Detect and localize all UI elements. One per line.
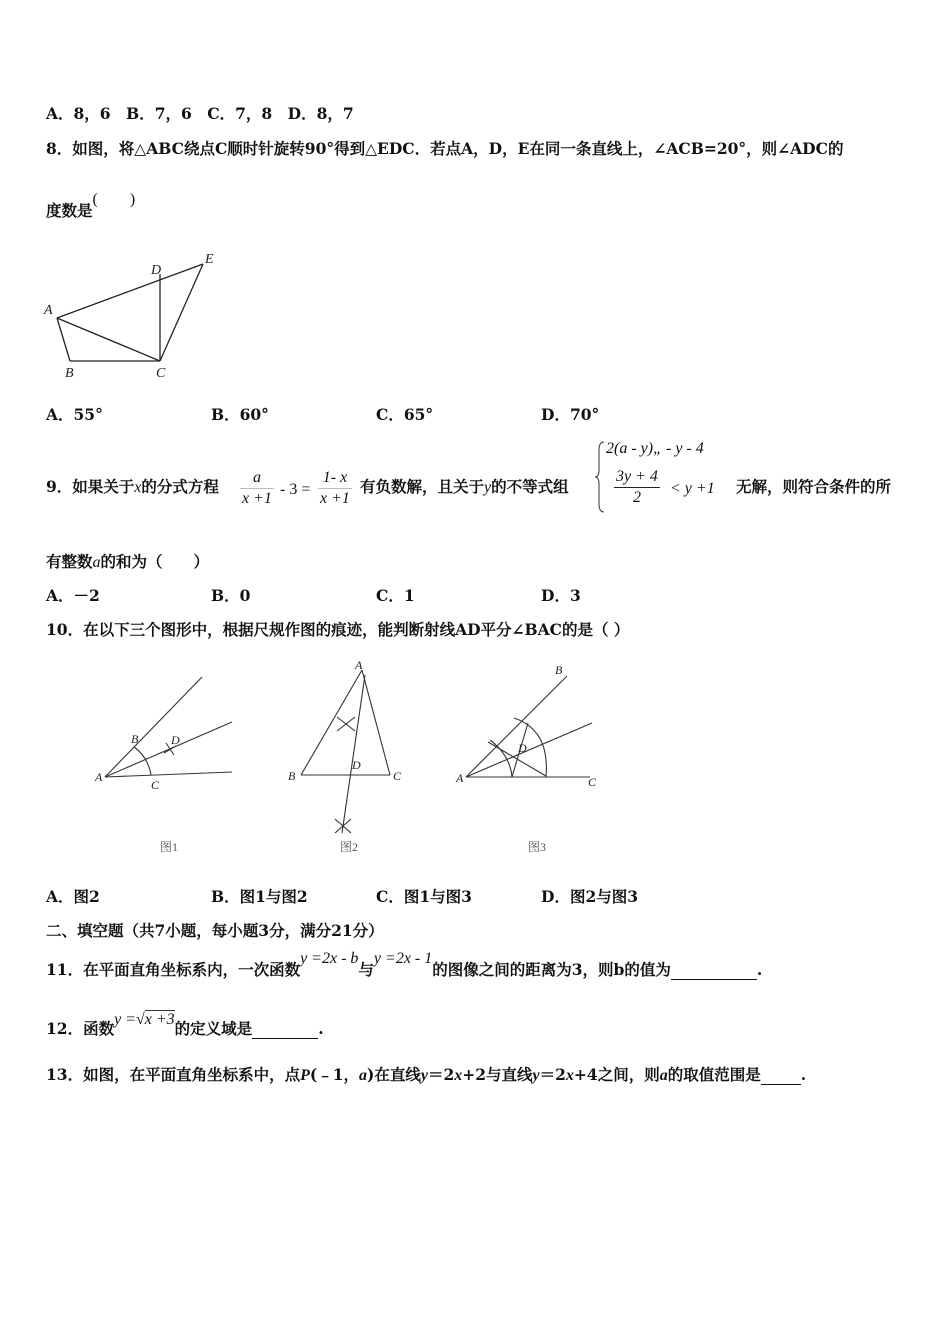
q13-a2: a	[659, 1067, 668, 1084]
q8-label-e: E	[205, 252, 214, 267]
q9-ineq2-rest: < y +1	[670, 480, 715, 497]
q8-stem-line2	[46, 191, 136, 221]
q10-figure-3	[450, 660, 610, 860]
q8-seg-ae	[57, 264, 203, 318]
fig2-side-ac	[362, 670, 390, 775]
q12-stem	[46, 1011, 324, 1039]
q8-stem: 8．如图，将△ABC绕点C顺时针旋转90°得到△EDC．若点A，D，E在同一条直线上，∠ACB=20°，则∠ADC的	[46, 139, 844, 158]
q9-option-d[interactable]: D．3	[541, 586, 581, 605]
q9-a-var: a	[92, 554, 101, 571]
fig2-caption: 图2	[340, 840, 359, 854]
fig2-label-b: B	[288, 769, 296, 783]
q10-figure-2	[285, 655, 415, 860]
q9-x: x	[134, 479, 142, 496]
q9-ineq1: 2(a - y)„ - y - 4	[606, 440, 704, 457]
fig1-ray-ad	[105, 722, 232, 777]
q10-figure-1	[90, 665, 250, 860]
q9-mid1: 的分式方程	[141, 477, 219, 496]
q12-prefix: 12．函数	[46, 1019, 115, 1038]
q11-end: .	[756, 960, 763, 979]
q9-option-a[interactable]: A．－2	[46, 586, 100, 605]
fig1-label-b: B	[131, 732, 139, 746]
q13-text-b: (﹣1，	[309, 1065, 359, 1084]
q12-f-rad: x +3	[144, 1011, 175, 1028]
q11-f1: y =2x - b	[300, 950, 359, 967]
q13-answer-blank[interactable]	[761, 1065, 801, 1085]
q9-f2-num: 1- x	[318, 468, 352, 489]
fig3-label-c: C	[588, 775, 597, 789]
q9-ineq2-den: 2	[632, 489, 641, 506]
q8-label-c: C	[156, 366, 166, 381]
q13-text-f: ＝2	[539, 1065, 566, 1084]
q10-stem: 10．在以下三个图形中，根据尺规作图的痕迹，能判断射线AD平分∠BAC的是（ ）	[46, 620, 630, 639]
q9-stem-line2	[46, 550, 209, 572]
fig3-ray-ad	[466, 723, 592, 777]
q10-option-b[interactable]: B．图1与图2	[211, 887, 308, 906]
q9-stem	[46, 475, 219, 497]
q13-text-e: +2与直线	[462, 1065, 533, 1084]
fig2-label-d: D	[352, 758, 361, 772]
q12-suffix: 的定义域是	[174, 1019, 253, 1038]
q8-label-d: D	[151, 263, 162, 278]
fig1-ray-ab	[105, 677, 202, 777]
q13-text-c: )在直线	[366, 1065, 421, 1084]
q9-prefix: 9．如果关于	[46, 477, 135, 496]
fig2-label-a: A	[355, 658, 363, 672]
q12-end: .	[318, 1019, 324, 1038]
q13-text-g: +4之间，则	[573, 1065, 660, 1084]
q9-fraction-1	[240, 468, 274, 509]
q9-line2-a: 有整数	[46, 552, 93, 571]
q13-x1: x	[454, 1067, 463, 1084]
q12-formula	[114, 1009, 175, 1028]
q9-f1-num: a	[240, 468, 274, 489]
q8-figure	[40, 248, 230, 383]
fig3-label-d: D	[518, 741, 527, 755]
q8-seg-ac	[57, 318, 160, 361]
q9-f2-den: x +1	[320, 490, 350, 507]
fig1-caption: 图1	[160, 840, 179, 854]
q8-stem-text2: 度数是	[46, 201, 93, 220]
q11-prefix: 11．在平面直角坐标系内，一次函数	[46, 960, 301, 979]
q11-stem	[46, 950, 763, 980]
fig3-label-a: A	[456, 771, 464, 785]
q9-mid2: 有负数解，且关于	[360, 477, 485, 496]
q8-option-c[interactable]: C．65°	[376, 405, 434, 424]
q9-f1-den: x +1	[242, 490, 272, 507]
q11-f2: y =2x - 1	[373, 950, 433, 967]
q13-y2: y	[532, 1067, 540, 1084]
q9-option-c[interactable]: C．1	[376, 586, 415, 605]
q9-fraction-2	[318, 468, 352, 509]
q13-a: a	[358, 1067, 367, 1084]
q9-line2-b: 的和为（ ）	[100, 552, 210, 571]
q11-suffix: 的图像之间的距离为3，则b的值为	[432, 960, 671, 979]
q8-paren: ( )	[92, 191, 136, 208]
fig2-label-c: C	[393, 769, 402, 783]
fig1-ray-ac	[105, 772, 232, 777]
fig1-label-c: C	[151, 778, 160, 792]
q12-f-lhs: y =	[114, 1011, 136, 1028]
q9-brace	[594, 440, 606, 514]
section2-heading: 二、填空题（共7小题，每小题3分，满分21分）	[46, 921, 384, 940]
q12-answer-blank[interactable]	[252, 1019, 318, 1039]
q8-seg-ab	[57, 318, 70, 361]
q8-seg-ec	[160, 264, 203, 361]
q13-text-d: ＝2	[427, 1065, 455, 1084]
q11-answer-blank[interactable]	[671, 960, 757, 980]
fig1-mark-2	[164, 746, 176, 753]
q8-option-b[interactable]: B．60°	[211, 405, 269, 424]
q9-option-b[interactable]: B．0	[211, 586, 251, 605]
q10-option-d[interactable]: D．图2与图3	[541, 887, 639, 906]
q12-sqrt-icon: √	[135, 1011, 145, 1028]
q9-stem-mid	[360, 475, 569, 497]
q7-options: A．8，6 B．7，6 C．7，8 D．8，7	[46, 104, 354, 123]
q9-suffix: 无解，则符合条件的所	[736, 477, 892, 496]
q9-mid3: 的不等式组	[491, 477, 569, 496]
q8-label-a: A	[44, 303, 53, 318]
fig3-caption: 图3	[528, 840, 547, 854]
q10-option-a[interactable]: A．图2	[46, 887, 100, 906]
fig1-label-d: D	[171, 733, 180, 747]
q9-minus3: - 3 =	[280, 481, 311, 498]
q13-x2: x	[565, 1067, 574, 1084]
q9-y: y	[484, 479, 492, 496]
q8-label-b: B	[65, 366, 74, 381]
q13-p: P	[300, 1067, 310, 1084]
q13-stem	[46, 1063, 806, 1085]
q13-text-h: 的取值范围是	[667, 1065, 761, 1084]
q9-ineq2-num: 3y + 4	[614, 467, 660, 488]
q8-option-a[interactable]: A．55°	[46, 405, 103, 424]
q11-mid: 与	[358, 960, 374, 979]
q10-option-c[interactable]: C．图1与图3	[376, 887, 472, 906]
q13-end: .	[800, 1065, 807, 1084]
q13-y1: y	[420, 1067, 428, 1084]
q8-option-d[interactable]: D．70°	[541, 405, 600, 424]
q9-ineq2-fraction	[614, 467, 660, 508]
q13-text-a: 13．如图，在平面直角坐标系中，点	[46, 1065, 301, 1084]
fig3-label-b: B	[555, 663, 563, 677]
fig1-label-a: A	[95, 770, 103, 784]
